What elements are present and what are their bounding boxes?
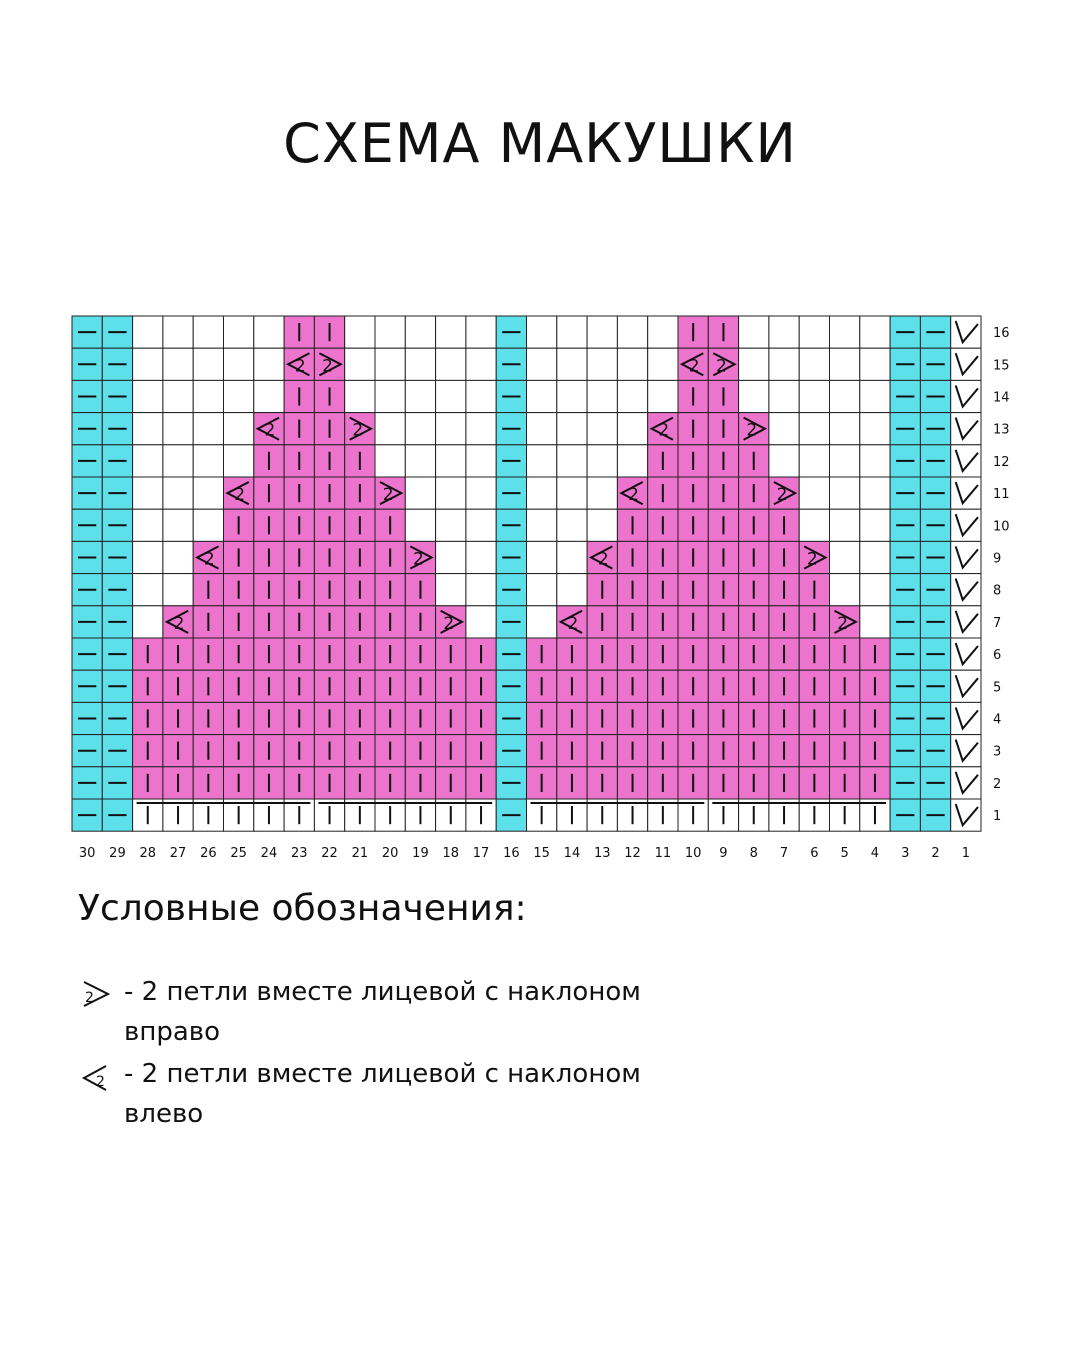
chart-cell [405, 348, 435, 380]
chart-cell [133, 413, 163, 445]
chart-cell [527, 413, 557, 445]
chart-cell [254, 380, 284, 412]
chart-cell [133, 509, 163, 541]
chart-cell [193, 348, 223, 380]
chart-cell [799, 380, 829, 412]
chart-cell [375, 316, 405, 348]
chart-cell [951, 702, 981, 734]
column-label: 10 [684, 846, 702, 862]
chart-cell [799, 509, 829, 541]
row-label: 11 [993, 487, 1010, 503]
chart-cell [163, 316, 193, 348]
chart-cell [163, 380, 193, 412]
chart-cell [436, 316, 466, 348]
chart-cell [133, 348, 163, 380]
chart-cell [527, 316, 557, 348]
chart-cell [375, 380, 405, 412]
chart-cell [587, 445, 617, 477]
row-label: 12 [993, 454, 1010, 470]
column-label: 20 [381, 846, 399, 862]
decrease-left-label: 2 [264, 420, 276, 441]
chart-cell [254, 348, 284, 380]
chart-cell [860, 413, 890, 445]
column-label: 23 [290, 846, 308, 862]
column-label: 4 [870, 846, 880, 862]
chart-cell [557, 380, 587, 412]
chart-cell [557, 413, 587, 445]
chart-cell [405, 413, 435, 445]
chart-cell [466, 445, 496, 477]
chart-cell [466, 574, 496, 606]
chart-cell [133, 606, 163, 638]
chart-cell [163, 445, 193, 477]
chart-cell [527, 509, 557, 541]
chart-cell [466, 541, 496, 573]
decrease-left-icon-label: 2 [96, 1074, 105, 1090]
column-label: 6 [810, 846, 819, 862]
row-label: 1 [993, 809, 1002, 825]
row-label: 3 [993, 744, 1002, 760]
chart-cell [799, 316, 829, 348]
column-label: 16 [503, 846, 520, 862]
chart-cell [617, 380, 647, 412]
chart-cell [799, 348, 829, 380]
decrease-right-label: 2 [352, 420, 364, 441]
chart-cell [224, 413, 254, 445]
row-label: 4 [993, 712, 1002, 728]
chart-cell [617, 316, 647, 348]
chart-cell [436, 477, 466, 509]
chart-cell [193, 477, 223, 509]
chart-cell [527, 541, 557, 573]
decrease-right-icon-label: 2 [85, 990, 94, 1006]
chart-cell [193, 445, 223, 477]
decrease-left-label: 2 [567, 613, 579, 634]
chart-cell [466, 413, 496, 445]
chart-cell [163, 348, 193, 380]
chart-cell [557, 348, 587, 380]
decrease-right-label: 2 [806, 549, 818, 570]
chart-cell [830, 445, 860, 477]
decrease-left-label: 2 [203, 549, 215, 570]
decrease-left-label: 2 [173, 613, 185, 634]
chart-cell [830, 413, 860, 445]
chart-cell [163, 574, 193, 606]
chart-cell [527, 380, 557, 412]
chart-cell [951, 316, 981, 348]
chart-cell [405, 509, 435, 541]
row-label: 10 [993, 519, 1010, 535]
chart-cell [557, 316, 587, 348]
legend-text-decrease-left: - 2 петли вместе лицевой с наклоном влево [124, 1059, 641, 1129]
chart-cell [951, 413, 981, 445]
chart-cell [951, 670, 981, 702]
chart-cell [133, 477, 163, 509]
chart-cell [375, 348, 405, 380]
chart-cell [769, 380, 799, 412]
column-label: 7 [779, 846, 789, 862]
chart-cell [617, 445, 647, 477]
chart-cell [163, 413, 193, 445]
chart-cell [163, 541, 193, 573]
chart-cell [405, 316, 435, 348]
decrease-left-label: 2 [294, 356, 306, 377]
chart-cell [133, 541, 163, 573]
column-label: 5 [840, 846, 849, 862]
decrease-right-label: 2 [837, 613, 849, 634]
row-label: 16 [993, 326, 1010, 342]
chart-cell [436, 380, 466, 412]
chart-cell [951, 638, 981, 670]
chart-title: СХЕМА МАКУШКИ [283, 112, 797, 175]
chart-cell [860, 348, 890, 380]
column-label: 19 [412, 846, 429, 862]
decrease-right-icon [78, 974, 118, 1010]
chart-cell [345, 380, 375, 412]
chart-cell [254, 316, 284, 348]
chart-cell [617, 413, 647, 445]
column-label: 28 [139, 846, 157, 862]
chart-cell [769, 413, 799, 445]
chart-cell [617, 348, 647, 380]
chart-cell [466, 380, 496, 412]
chart-cell [466, 509, 496, 541]
chart-cell [799, 413, 829, 445]
column-label: 26 [200, 846, 217, 862]
chart-cell [951, 541, 981, 573]
column-label: 1 [961, 846, 970, 862]
chart-cell [648, 380, 678, 412]
column-label: 24 [260, 846, 278, 862]
chart-cell [769, 348, 799, 380]
column-label: 2 [931, 846, 940, 862]
chart-cell [193, 316, 223, 348]
chart-cell [769, 316, 799, 348]
chart-cell [951, 348, 981, 380]
chart-cell [830, 316, 860, 348]
chart-cell [739, 380, 769, 412]
chart-cell [527, 574, 557, 606]
legend-text-decrease-right: - 2 петли вместе лицевой с наклоном вправо [124, 977, 641, 1047]
chart-cell [587, 348, 617, 380]
chart-cell [830, 380, 860, 412]
chart-cell [799, 477, 829, 509]
column-label: 25 [230, 846, 247, 862]
column-label: 27 [169, 846, 187, 862]
column-label: 13 [593, 846, 611, 862]
column-label: 12 [624, 846, 641, 862]
chart-cell [860, 316, 890, 348]
chart-cell [345, 348, 375, 380]
decrease-right-label: 2 [382, 485, 394, 506]
chart-cell [466, 606, 496, 638]
column-label: 15 [533, 846, 550, 862]
decrease-left-icon [78, 1056, 118, 1092]
row-label: 7 [993, 615, 1002, 631]
chart-cell [860, 509, 890, 541]
column-label: 9 [719, 846, 728, 862]
chart-cell [224, 348, 254, 380]
chart-cell [557, 477, 587, 509]
column-label: 3 [901, 846, 910, 862]
decrease-right-label: 2 [746, 420, 758, 441]
chart-cell [830, 541, 860, 573]
chart-cell [224, 316, 254, 348]
chart-cell [951, 380, 981, 412]
chart-cell [951, 477, 981, 509]
decrease-right-label: 2 [776, 485, 788, 506]
chart-cell [587, 316, 617, 348]
decrease-right-label: 2 [716, 356, 727, 377]
chart-cell [527, 348, 557, 380]
decrease-left-label: 2 [688, 356, 700, 377]
chart-cell [860, 380, 890, 412]
chart-cell [951, 509, 981, 541]
chart-cell [527, 445, 557, 477]
chart-cell [133, 316, 163, 348]
column-label: 21 [351, 846, 369, 862]
chart-cell [951, 735, 981, 767]
chart-cell [557, 541, 587, 573]
decrease-left-label: 2 [597, 549, 609, 570]
chart-cell [830, 574, 860, 606]
chart-cell [345, 316, 375, 348]
chart-cell [466, 348, 496, 380]
legend-heading: Условные обозначения: [78, 888, 527, 929]
chart-cell [587, 509, 617, 541]
chart-cell [193, 509, 223, 541]
decrease-left-label: 2 [234, 485, 246, 506]
column-label: 11 [654, 846, 672, 862]
chart-cell [860, 477, 890, 509]
chart-cell [951, 574, 981, 606]
chart-cell [739, 316, 769, 348]
chart-cell [224, 445, 254, 477]
column-label: 22 [321, 846, 338, 862]
chart-cell [587, 477, 617, 509]
chart-cell [557, 445, 587, 477]
chart-cell [557, 509, 587, 541]
chart-cell [860, 574, 890, 606]
chart-cell [436, 574, 466, 606]
chart-cell [133, 574, 163, 606]
chart-cell [951, 767, 981, 799]
chart-cell [405, 477, 435, 509]
chart-cell [860, 445, 890, 477]
chart-cell [951, 445, 981, 477]
decrease-left-label: 2 [658, 420, 670, 441]
chart-cell [587, 380, 617, 412]
chart-cell [375, 445, 405, 477]
row-label: 13 [993, 422, 1010, 438]
chart-cell [224, 380, 254, 412]
chart-cell [133, 380, 163, 412]
chart-cell [557, 574, 587, 606]
chart-cell [769, 445, 799, 477]
chart-cell [436, 445, 466, 477]
chart-cell [375, 413, 405, 445]
chart-cell [860, 541, 890, 573]
chart-cell [436, 509, 466, 541]
chart-cell [405, 380, 435, 412]
column-label: 14 [563, 846, 581, 862]
chart-cell [527, 477, 557, 509]
row-label: 2 [993, 776, 1002, 792]
column-label: 18 [442, 846, 460, 862]
chart-cell [587, 413, 617, 445]
column-label: 8 [749, 846, 758, 862]
row-label: 15 [993, 358, 1010, 374]
chart-cell [527, 606, 557, 638]
chart-cell [830, 509, 860, 541]
chart-cell [193, 380, 223, 412]
chart-cell [648, 316, 678, 348]
chart-cell [830, 477, 860, 509]
chart-cell [405, 445, 435, 477]
decrease-right-label: 2 [322, 356, 333, 377]
chart-cell [799, 445, 829, 477]
decrease-left-label: 2 [628, 485, 639, 506]
chart-cell [436, 541, 466, 573]
chart-cell [648, 348, 678, 380]
chart-cell [739, 348, 769, 380]
row-label: 6 [993, 648, 1002, 664]
chart-cell [466, 316, 496, 348]
chart-cell [163, 477, 193, 509]
column-label: 29 [109, 846, 126, 862]
decrease-right-label: 2 [413, 549, 424, 570]
chart-cell [163, 509, 193, 541]
chart-cell [951, 606, 981, 638]
chart-cell [466, 477, 496, 509]
chart-cell [951, 799, 981, 831]
chart-cell [436, 348, 466, 380]
chart-cell [133, 445, 163, 477]
row-label: 14 [993, 390, 1010, 406]
decrease-right-label: 2 [443, 613, 455, 634]
row-label: 9 [993, 551, 1002, 567]
row-label: 8 [993, 583, 1002, 599]
chart-cell [830, 348, 860, 380]
column-label: 17 [472, 846, 490, 862]
column-label: 30 [78, 846, 96, 862]
chart-cell [860, 606, 890, 638]
chart-cell [193, 413, 223, 445]
row-label: 5 [993, 680, 1002, 696]
chart-cell [436, 413, 466, 445]
